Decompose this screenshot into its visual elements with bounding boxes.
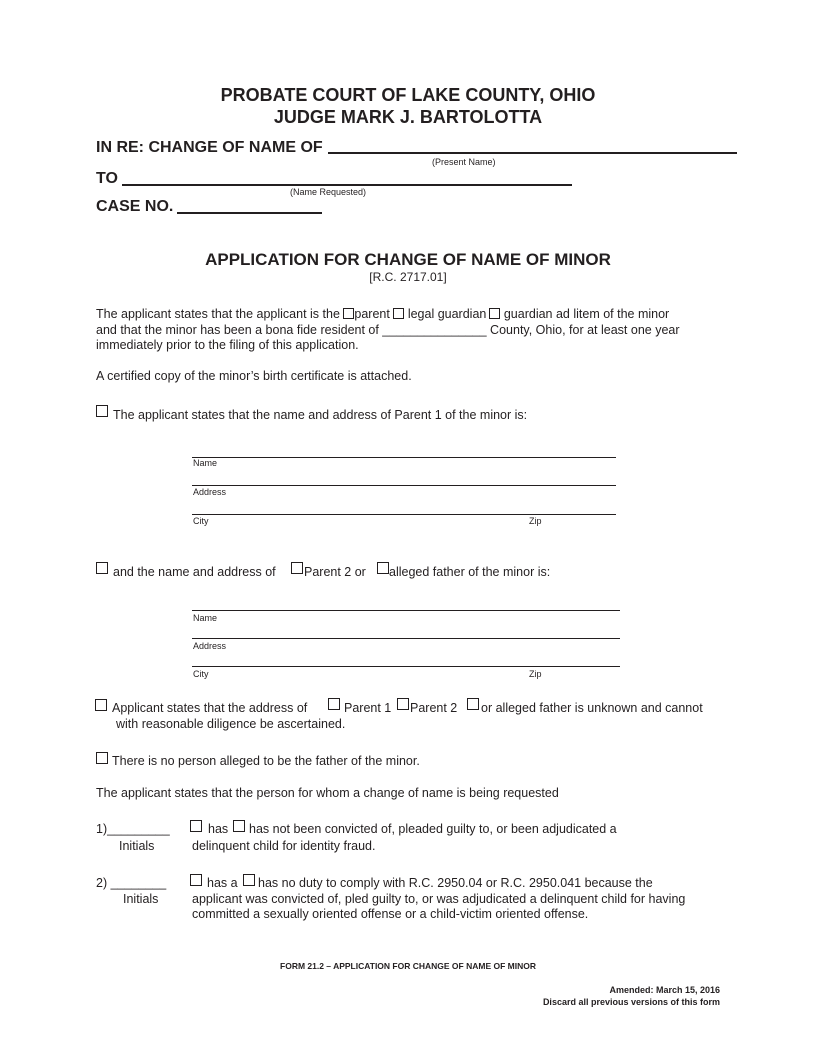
name-requested-hint: (Name Requested) — [290, 187, 367, 197]
parent1-zip-label: Zip — [529, 516, 542, 526]
parent-checkbox[interactable] — [343, 308, 354, 319]
parent1-city-label: City — [193, 516, 209, 526]
birth-certificate-statement: A certified copy of the minor’s birth certificate is attached. — [96, 369, 412, 383]
unknown-alleged-father-checkbox[interactable] — [467, 698, 479, 710]
amended-date: Amended: March 15, 2016 — [609, 985, 720, 995]
item2-number-initials[interactable]: 2) ________ — [96, 876, 167, 890]
parent1-address-field[interactable] — [192, 485, 616, 486]
legal-guardian-checkbox[interactable] — [393, 308, 404, 319]
parent1-name-field[interactable] — [192, 457, 616, 458]
court-title: PROBATE COURT OF LAKE COUNTY, OHIO — [220, 85, 596, 105]
unknown-parent2-checkbox[interactable] — [397, 698, 409, 710]
parent2-city-label: City — [193, 669, 209, 679]
alleged-father-checkbox[interactable] — [377, 562, 389, 574]
item2-has-no-checkbox[interactable] — [243, 874, 255, 886]
parent2-checkbox[interactable] — [96, 562, 108, 574]
alleged-father-option-label: alleged father of the minor is: — [389, 565, 551, 579]
item2-has-no-label: has no duty to comply with R.C. 2950.04 or R.C. 2950.041 because the — [258, 876, 653, 890]
item1-has-label: has — [208, 822, 229, 836]
item1-has-not-label: has not been convicted of, pleaded guilty to, or been adjudicated a — [249, 822, 617, 836]
in-re-label: IN RE: CHANGE OF NAME OF — [96, 139, 323, 156]
unknown-address-checkbox[interactable] — [95, 699, 107, 711]
parent2-option-checkbox[interactable] — [291, 562, 303, 574]
item1-has-checkbox[interactable] — [190, 820, 202, 832]
parent2-name-field[interactable] — [192, 610, 620, 611]
intro-line-2: and that the minor has been a bona fide resident of _______________ County, Ohio, for at least one year — [96, 323, 680, 337]
unknown-address-suffix: or alleged father is unknown and cannot — [481, 701, 703, 715]
discard-notice: Discard all previous versions of this form — [542, 997, 720, 1007]
intro-line-3: immediately prior to the filing of this application. — [96, 338, 359, 352]
parent2-prefix: and the name and address of — [113, 565, 276, 579]
unknown-address-line-2: with reasonable diligence be ascertained. — [116, 717, 346, 731]
parent2-address-label: Address — [193, 641, 227, 651]
item2-has-a-checkbox[interactable] — [190, 874, 202, 886]
item1-number-initials[interactable]: 1)_________ — [96, 822, 170, 836]
unknown-address-prefix: Applicant states that the address of — [112, 701, 308, 715]
parent-option-label: parent — [354, 307, 390, 321]
form-footer-title: FORM 21.2 – APPLICATION FOR CHANGE OF NAME OF MINOR — [280, 961, 536, 971]
item2-line-3: committed a sexually oriented offense or a child-victim oriented offense. — [192, 907, 589, 921]
item1-initials-label: Initials — [119, 839, 155, 853]
parent2-zip-label: Zip — [529, 669, 542, 679]
parent2-option-label: Parent 2 or — [304, 565, 366, 579]
no-father-checkbox[interactable] — [96, 752, 108, 764]
parent2-name-label: Name — [193, 613, 218, 623]
to-label: TO — [96, 170, 118, 187]
guardian-ad-litem-option-label: guardian ad litem of the minor — [503, 307, 670, 321]
case-no-label: CASE NO. — [96, 198, 174, 215]
item1-line-2: delinquent child for identity fraud. — [192, 839, 376, 853]
unknown-parent1-checkbox[interactable] — [328, 698, 340, 710]
unknown-parent1-label: Parent 1 — [344, 701, 392, 715]
guardian-ad-litem-checkbox[interactable] — [489, 308, 500, 319]
person-statement: The applicant states that the person for whom a change of name is being requested — [96, 786, 559, 800]
intro-line-1 — [96, 307, 669, 321]
statute-citation: [R.C. 2717.01] — [369, 270, 447, 284]
unknown-parent2-label: Parent 2 — [410, 701, 458, 715]
parent1-statement: The applicant states that the name and address of Parent 1 of the minor is: — [113, 408, 528, 422]
form-title: APPLICATION FOR CHANGE OF NAME OF MINOR — [205, 250, 611, 269]
item1-has-not-checkbox[interactable] — [233, 820, 245, 832]
present-name-field[interactable] — [328, 152, 737, 154]
parent1-address-label: Address — [193, 487, 227, 497]
parent1-name-label: Name — [193, 458, 218, 468]
parent1-checkbox[interactable] — [96, 405, 108, 417]
judge-name: JUDGE MARK J. BARTOLOTTA — [273, 107, 543, 127]
present-name-hint: (Present Name) — [432, 157, 496, 167]
no-father-statement: There is no person alleged to be the father of the minor. — [112, 754, 420, 768]
item2-has-a-label: has a — [207, 876, 238, 890]
case-no-field[interactable] — [177, 212, 322, 214]
item2-line-2: applicant was convicted of, pled guilty to, or was adjudicated a delinquent child for having — [192, 892, 686, 906]
parent1-city-zip-field[interactable] — [192, 514, 616, 515]
name-requested-field[interactable] — [122, 184, 572, 186]
item2-initials-label: Initials — [123, 892, 159, 906]
parent2-city-zip-field[interactable] — [192, 666, 620, 667]
intro-prefix: The applicant states that the applicant is the — [96, 307, 340, 321]
parent2-address-field[interactable] — [192, 638, 620, 639]
legal-guardian-option-label: legal guardian — [407, 307, 487, 321]
